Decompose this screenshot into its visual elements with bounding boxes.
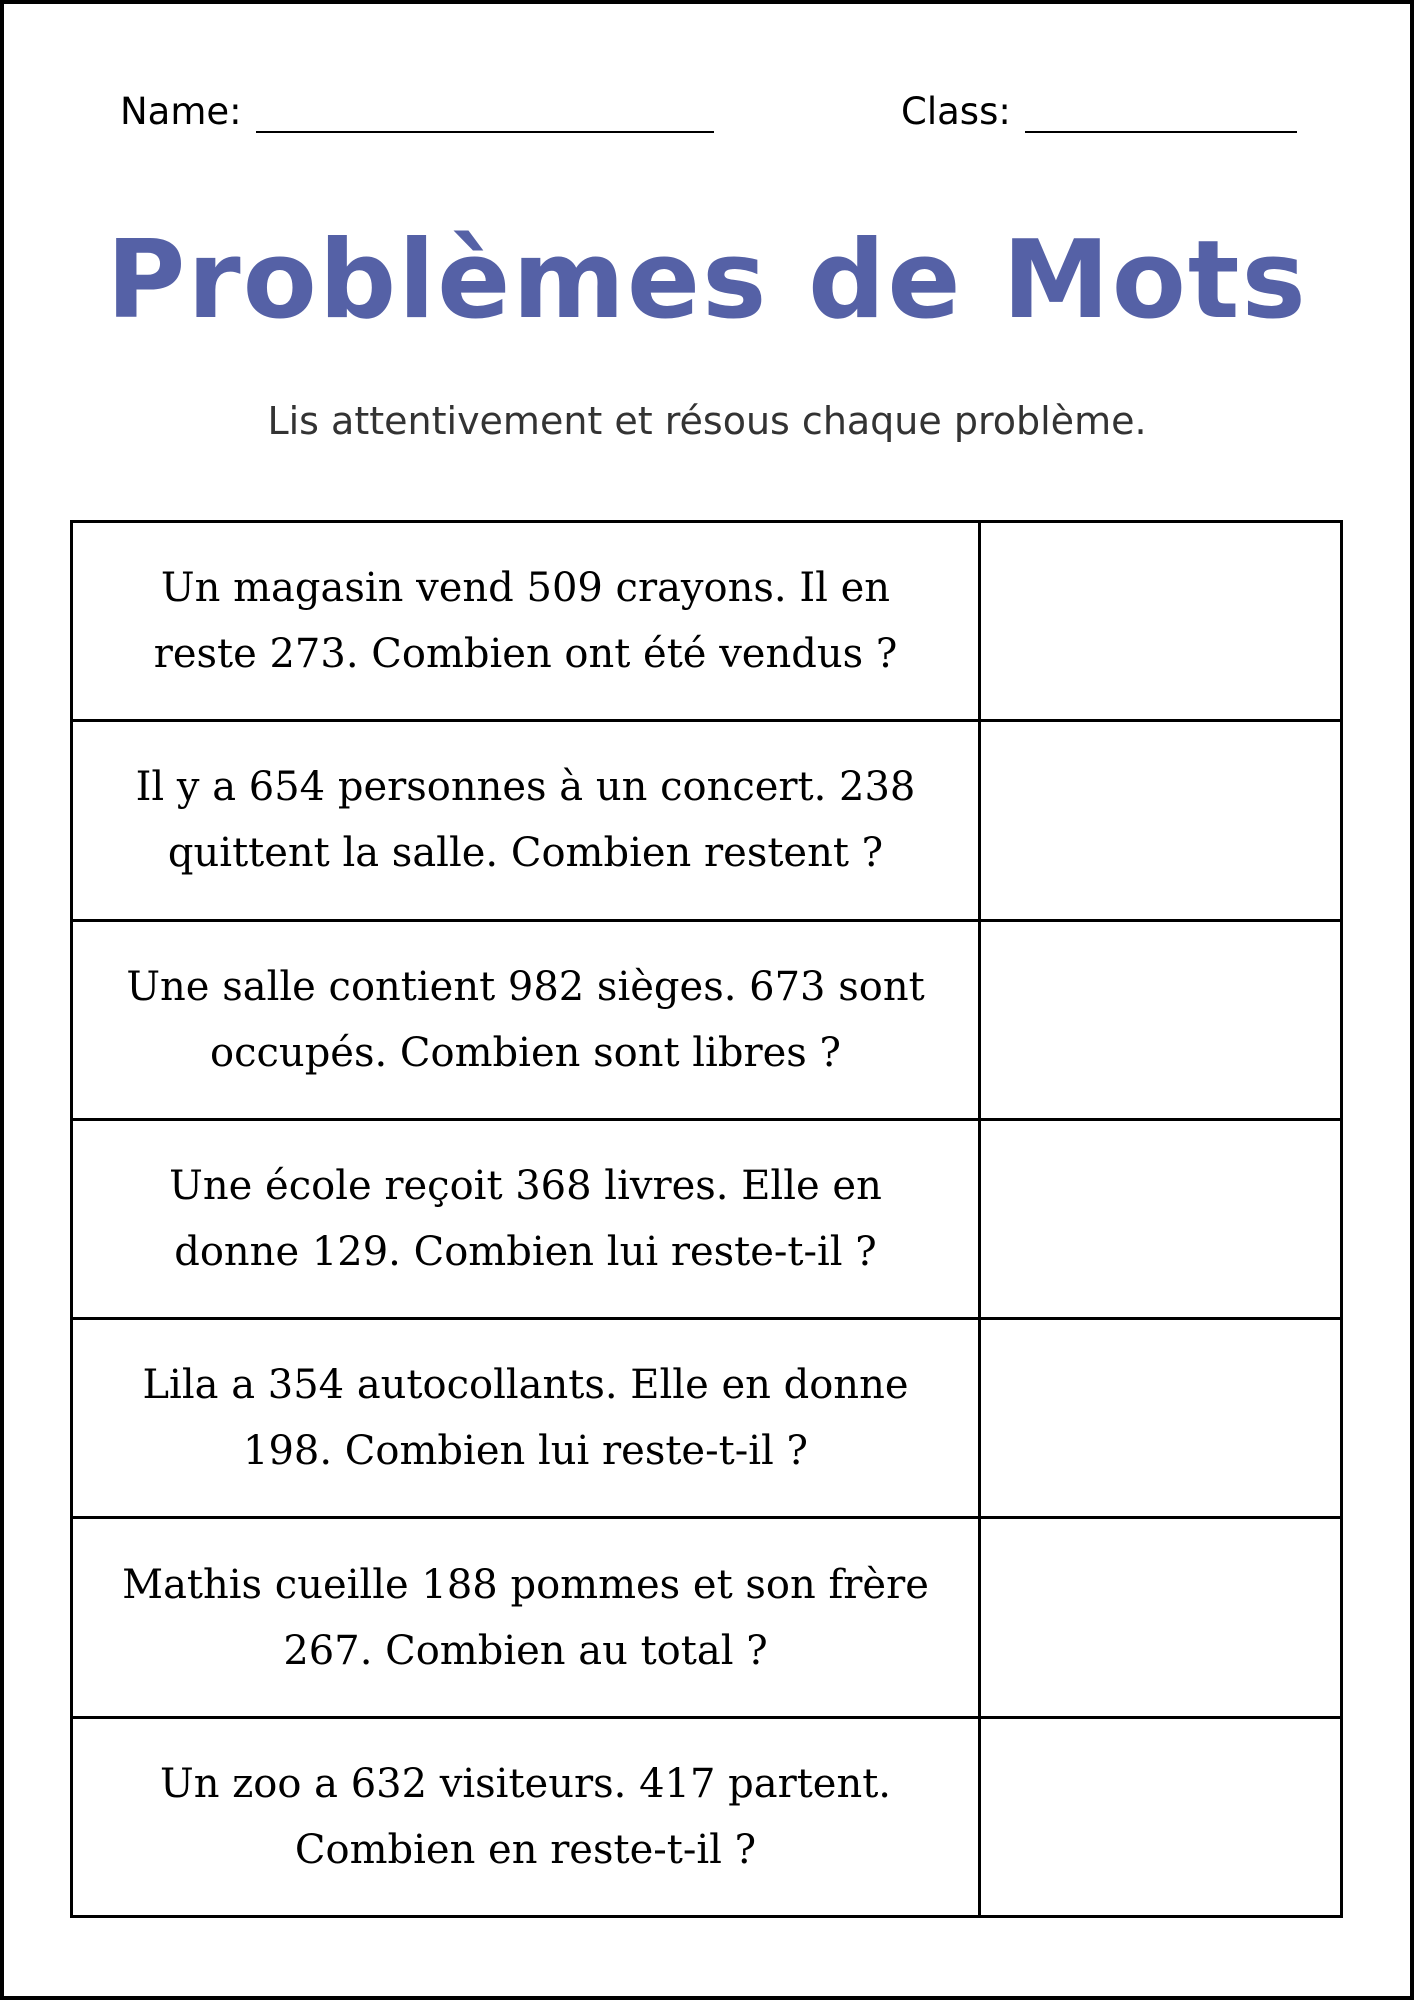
- problem-row: [73, 1719, 1340, 1915]
- instructions: Lis attentivement et résous chaque problème.: [267, 399, 1147, 443]
- problem-text: Un magasin vend 509 crayons. Il en reste 273. Combien ont été vendus ?: [73, 523, 981, 719]
- problem-row: [73, 523, 1340, 722]
- problem-text: Un zoo a 632 visiteurs. 417 partent. Combien en reste-t-il ?: [73, 1719, 981, 1915]
- answer-cell[interactable]: [981, 1719, 1340, 1915]
- problem-text: Mathis cueille 188 pommes et son frère 267. Combien au total ?: [73, 1519, 981, 1715]
- name-blank-line[interactable]: [256, 91, 714, 133]
- problem-row: [73, 922, 1340, 1121]
- name-label: Name:: [120, 90, 242, 133]
- problem-row: [73, 1121, 1340, 1320]
- answer-cell[interactable]: [981, 523, 1340, 719]
- header-row: [4, 4, 1410, 144]
- answer-cell[interactable]: [981, 922, 1340, 1118]
- problem-text: Lila a 354 autocollants. Elle en donne 198. Combien lui reste-t-il ?: [73, 1320, 981, 1516]
- class-blank-line[interactable]: [1025, 91, 1297, 133]
- problem-text: Il y a 654 personnes à un concert. 238 quittent la salle. Combien restent ?: [73, 722, 981, 918]
- page-title: Problèmes de Mots: [106, 218, 1308, 343]
- problems-table: [70, 520, 1343, 1918]
- problem-row: [73, 722, 1340, 921]
- problem-text: Une école reçoit 368 livres. Elle en donne 129. Combien lui reste-t-il ?: [73, 1121, 981, 1317]
- problem-row: [73, 1320, 1340, 1519]
- problem-row: [73, 1519, 1340, 1718]
- problem-text: Une salle contient 982 sièges. 673 sont occupés. Combien sont libres ?: [73, 922, 981, 1118]
- class-field: [901, 90, 1297, 133]
- answer-cell[interactable]: [981, 1519, 1340, 1715]
- answer-cell[interactable]: [981, 722, 1340, 918]
- answer-cell[interactable]: [981, 1320, 1340, 1516]
- answer-cell[interactable]: [981, 1121, 1340, 1317]
- name-field: [120, 90, 714, 133]
- class-label: Class:: [901, 90, 1011, 133]
